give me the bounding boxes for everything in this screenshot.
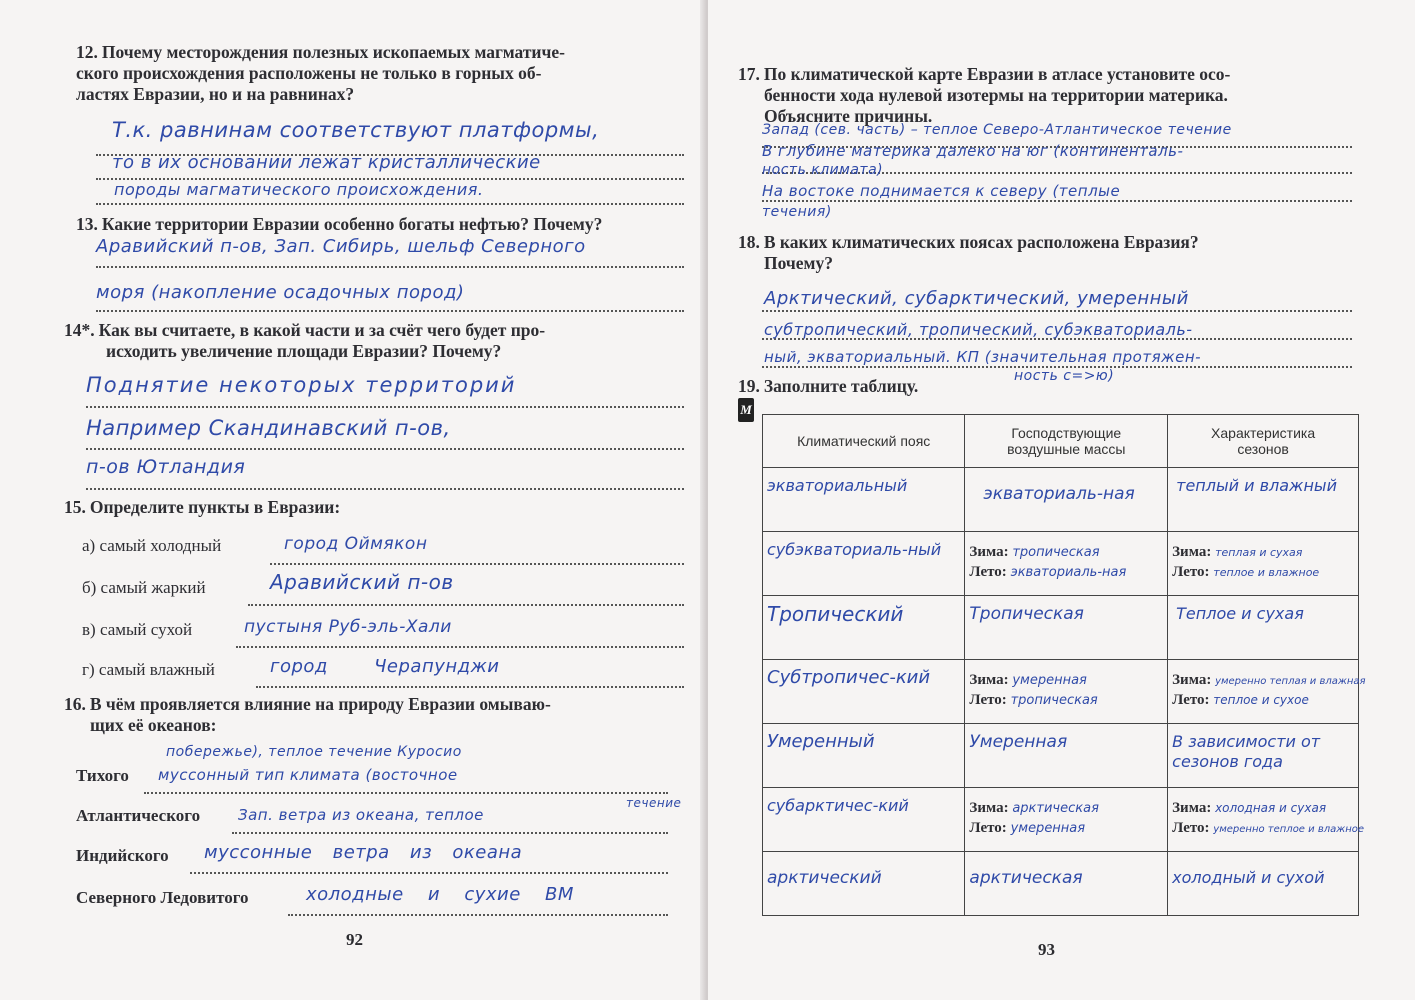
answer-16-pacific-note: побережье), теплое течение Куросио (166, 744, 462, 760)
question-14 (64, 320, 684, 362)
cell-seasons[interactable]: теплый и влажный (1168, 468, 1359, 532)
air-summer: умеренная (1010, 821, 1086, 836)
question-17 (738, 64, 1378, 127)
cell-seasons[interactable]: В зависимости от сезонов года (1168, 724, 1359, 788)
cell-belt[interactable]: субарктичес-кий (763, 788, 965, 852)
cell-air[interactable]: арктическая (965, 852, 1168, 916)
season-winter: умеренно теплая и влажная (1215, 676, 1366, 687)
header-air-masses: Господствующие воздушные массы (965, 415, 1168, 468)
question-14-line-1: 14*. Как вы считаете, в какой части и за счёт чего будет про- (64, 320, 546, 340)
table-header-row (763, 415, 1359, 468)
answer-18-line-3: ный, экваториальный. КП (значительная протяжен- (764, 348, 1202, 366)
answer-14-line-2: Например Скандинавский п-ов, (86, 416, 451, 440)
answer-18-line-2: субтропический, тропический, субэкваториаль- (764, 320, 1193, 339)
item-16-arctic-label: Северного Ледовитого (76, 888, 249, 907)
cell-air[interactable]: Зима: арктическая Лето: умеренная (965, 788, 1168, 852)
page-number-right: 93 (1038, 940, 1055, 959)
question-12-line-1: 12. Почему месторождения полезных ископаемых магматиче- (76, 42, 565, 62)
question-17-line-1: 17. По климатической карте Евразии в атласе установите осо- (738, 64, 1231, 84)
question-17-line-3: Объясните причины. (764, 106, 933, 126)
question-12-line-3: ластях Евразии, но и на равнинах? (76, 84, 355, 104)
question-15-line-1: 15. Определите пункты в Евразии: (64, 497, 341, 517)
table-row (763, 660, 1359, 724)
answer-15b: Аравийский п-ов (270, 570, 454, 594)
cell-belt[interactable]: Умеренный (763, 724, 965, 788)
climate-table (762, 414, 1366, 916)
answer-16-pacific: муссонный тип климата (восточное (158, 766, 458, 784)
answer-12-line-3: породы магматического происхождения. (114, 180, 484, 199)
answer-12-line-1: Т.к. равнинам соответствуют платформы, (112, 118, 600, 142)
cell-air[interactable]: Тропическая (965, 596, 1168, 660)
season-summer: теплое и влажное (1213, 566, 1320, 579)
question-15 (64, 497, 674, 518)
question-16-line-1: 16. В чём проявляется влияние на природу Евразии омываю- (64, 694, 551, 714)
question-19 (738, 376, 1138, 397)
answer-16-atlantic-note: течение (626, 796, 682, 810)
air-summer: тропическая (1010, 693, 1098, 708)
table-row (763, 468, 1359, 532)
item-15b-label: б) самый жаркий (82, 578, 206, 597)
season-summer: умеренно теплое и влажное (1213, 824, 1365, 835)
table-row (763, 596, 1359, 660)
answer-17-line-3: ность климата) (762, 162, 884, 178)
question-18-line-2: Почему? (764, 253, 833, 273)
answer-15a: город Оймякон (284, 534, 428, 554)
air-winter: тропическая (1012, 545, 1100, 560)
question-12-line-2: ского происхождения расположены не только в горных об- (76, 63, 542, 83)
header-seasons: Характеристика сезонов (1168, 415, 1359, 468)
answer-18-line-1: Арктический, субарктический, умеренный (764, 288, 1189, 309)
answer-13-line-2: моря (накопление осадочных пород) (96, 282, 465, 303)
question-19-line-1: 19. Заполните таблицу. (738, 376, 919, 396)
answer-17-line-1: Запад (сев. часть) – теплое Северо-Атлантическое течение (762, 122, 1232, 138)
cell-seasons[interactable]: Зима: умеренно теплая и влажная Лето: теплое и сухое (1168, 660, 1359, 724)
cell-seasons[interactable]: Зима: холодная и сухая Лето: умеренно теплое и влажное (1168, 788, 1359, 852)
left-page (0, 0, 707, 1000)
cell-belt[interactable]: арктический (763, 852, 965, 916)
cell-seasons[interactable]: Зима: теплая и сухая Лето: теплое и влажное (1168, 532, 1359, 596)
answer-16-atlantic: Зап. ветра из океана, теплое (238, 806, 484, 824)
table-row (763, 788, 1359, 852)
table-row (763, 532, 1359, 596)
answer-16-indian: муссонные ветра из океана (204, 842, 523, 863)
item-15a-label: а) самый холодный (82, 536, 222, 555)
answer-17-line-2: В глубине материка далеко на юг (континенталь- (762, 142, 1184, 160)
cell-air[interactable]: Умеренная (965, 724, 1168, 788)
table-row (763, 724, 1359, 788)
answer-16-arctic: холодные и сухие ВМ (306, 884, 574, 905)
season-winter: холодная и сухая (1215, 801, 1327, 815)
answer-15c: пустыня Руб-эль-Хали (244, 617, 452, 637)
question-16-line-2: щих её океанов: (90, 715, 217, 735)
page-number-left: 92 (346, 930, 363, 949)
cell-air[interactable] (965, 532, 1168, 596)
answer-15d: город Черапунджи (270, 656, 500, 677)
question-18-line-1: 18. В каких климатических поясах расположена Евразия? (738, 232, 1199, 252)
question-16 (64, 694, 684, 736)
air-summer: экваториаль-ная (1010, 565, 1127, 580)
table-row (763, 852, 1359, 916)
cell-air[interactable]: Зима: умеренная Лето: тропическая (965, 660, 1168, 724)
cell-seasons[interactable]: холодный и сухой (1168, 852, 1359, 916)
season-summer: теплое и сухое (1213, 693, 1309, 707)
cell-seasons[interactable]: Теплое и сухая (1168, 596, 1359, 660)
answer-14-line-1: Поднятие некоторых территорий (86, 373, 517, 397)
answer-13-line-1: Аравийский п-ов, Зап. Сибирь, шельф Северного (96, 236, 586, 257)
air-winter: умеренная (1012, 673, 1087, 688)
question-14-line-2: исходить увеличение площади Евразии? Почему? (106, 341, 502, 361)
cell-belt[interactable]: Субтропичес-кий (763, 660, 965, 724)
cell-belt[interactable]: Тропический (763, 596, 965, 660)
question-18 (738, 232, 1378, 274)
cell-air[interactable]: экваториаль-ная (965, 468, 1168, 532)
question-13 (76, 214, 686, 235)
map-icon: М (738, 398, 754, 422)
cell-belt[interactable]: субэкваториаль-ный (763, 532, 965, 596)
summer-label: Лето: (969, 564, 1007, 580)
answer-18-line-4: ность с=>ю) (1014, 368, 1115, 384)
item-16-indian-label: Индийского (76, 846, 169, 865)
item-15d-label: г) самый влажный (82, 660, 215, 679)
item-16-pacific-label: Тихого (76, 766, 129, 785)
header-climate-belt: Климатический пояс (763, 415, 965, 468)
question-13-line-1: 13. Какие территории Евразии особенно богаты нефтью? Почему? (76, 214, 603, 234)
answer-17-line-4: На востоке поднимается к северу (теплые (762, 182, 1121, 200)
item-16-atlantic-label: Атлантического (76, 806, 201, 825)
air-winter: арктическая (1012, 801, 1099, 816)
season-winter: теплая и сухая (1215, 546, 1303, 559)
question-12 (76, 42, 686, 105)
answer-17-line-5: течения) (762, 204, 832, 220)
question-17-line-2: бенности хода нулевой изотермы на территории материка. (764, 85, 1228, 105)
item-15c-label: в) самый сухой (82, 620, 193, 639)
winter-label: Зима: (969, 544, 1009, 560)
cell-belt[interactable]: экваториальный (763, 468, 965, 532)
answer-12-line-2: то в их основании лежат кристаллические (112, 152, 541, 173)
answer-14-line-3: п-ов Ютландия (86, 456, 246, 478)
